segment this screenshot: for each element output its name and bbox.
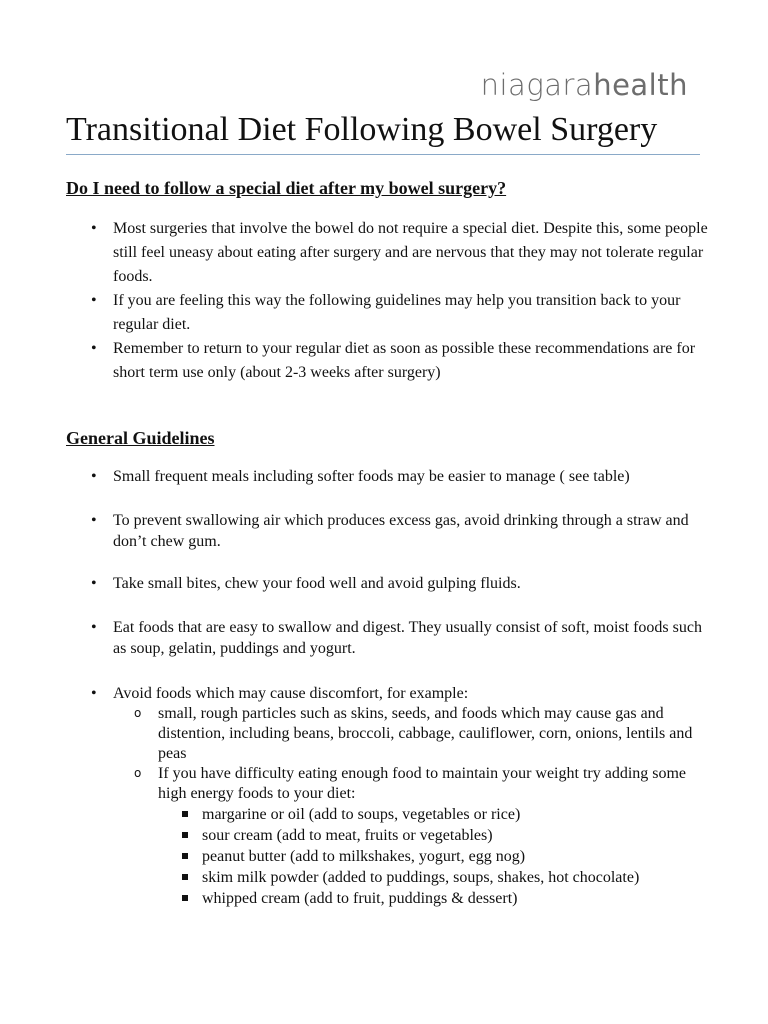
energy-food-item: whipped cream (add to fruit, puddings & dessert): [202, 888, 722, 909]
guideline-item: • Take small bites, chew your food well and avoid gulping fluids.: [113, 573, 713, 594]
list-item: • Remember to return to your regular diet as soon as possible these recommendations are for short term use only (about 2-3 weeks after surgery): [113, 337, 713, 385]
high-energy-foods-list: [202, 804, 722, 909]
avoid-foods-sublist: [158, 704, 718, 909]
energy-food-item: peanut butter (add to milkshakes, yogurt, egg nog): [202, 846, 722, 867]
guideline-item: • Eat foods that are easy to swallow and digest. They usually consist of soft, moist foods such as soup, gelatin, puddings and yogurt.: [113, 617, 713, 659]
energy-food-item: skim milk powder (added to puddings, soups, shakes, hot chocolate): [202, 867, 722, 888]
section-heading-special-diet: Do I need to follow a special diet after my bowel surgery?: [66, 178, 507, 198]
energy-food-item: sour cream (add to meat, fruits or vegetables): [202, 825, 722, 846]
section-heading-general-guidelines: General Guidelines: [66, 428, 215, 448]
guideline-item-avoid-foods: [113, 683, 713, 909]
guideline-item: • Small frequent meals including softer foods may be easier to manage ( see table): [113, 466, 713, 487]
sublist-item: o small, rough particles such as skins, seeds, and foods which may cause gas and distention, including beans, broccoli, cabbage, cauliflower, corn, onions, lentils and peas: [158, 704, 718, 764]
title-divider: [66, 154, 700, 155]
guideline-item-text: • Avoid foods which may cause discomfort, for example:: [113, 685, 469, 702]
page-title: Transitional Diet Following Bowel Surgery: [66, 111, 658, 148]
energy-food-item: margarine or oil (add to soups, vegetables or rice): [202, 804, 722, 825]
sublist-item-text: o If you have difficulty eating enough food to maintain your weight try adding some high energy foods to your diet:: [158, 765, 687, 802]
sublist-item-high-energy: [158, 764, 718, 909]
logo-text-niagara: niagara: [480, 68, 594, 102]
list-item: • Most surgeries that involve the bowel do not require a special diet. Despite this, some people still feel uneasy about eating after surgery and are nervous that they may not tolerate regular foods.: [113, 217, 713, 289]
niagara-health-logo: [481, 68, 688, 102]
guideline-item: • To prevent swallowing air which produces excess gas, avoid drinking through a straw and don’t chew gum.: [113, 510, 713, 552]
special-diet-list: [113, 217, 713, 385]
list-item: • If you are feeling this way the following guidelines may help you transition back to your regular diet.: [113, 289, 713, 337]
logo-text-health: health: [593, 68, 688, 102]
